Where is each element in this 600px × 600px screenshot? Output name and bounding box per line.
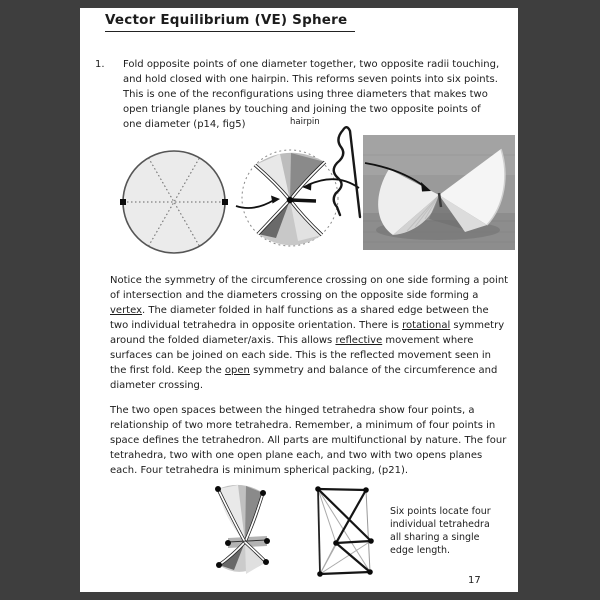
circle-diameters-diagram xyxy=(118,148,230,256)
hairpin-hold-line xyxy=(291,200,316,201)
left-endpoint-dot xyxy=(120,199,126,205)
hourglass-tetrahedra-diagram xyxy=(202,484,282,586)
hairpin-label: hairpin xyxy=(290,117,320,127)
item-text: Fold opposite points of one diameter together, two opposite radii touching, and hold closed with one hairpin. This reforms seven points into six points. This is one of the reconfigurations using three diameters that makes two open triangle planes by touching and joining the two opposite points of one diameter (p14, fig5) xyxy=(123,59,500,130)
item-number: 1. xyxy=(95,59,105,70)
page-title: Vector Equilibrium (VE) Sphere xyxy=(105,12,355,32)
page-number: 17 xyxy=(468,575,481,586)
photo-folded-sphere xyxy=(363,135,515,250)
paragraph-symmetry: Notice the symmetry of the circumference crossing on one side forming a point of intersection and the diameters crossing on the opposite side forming a vertex. The diameter folded in half functions as a shared edge between the two individual tetrahedra in opposite orientation. There is rotational symmetry around the folded diameter/axis. This allows reflective movement where surfaces can be joined on each side. This is the reflected movement seen in the first fold. Keep the open symmetry and balance of the circumference and diameter crossing. xyxy=(110,275,509,391)
six-point-wireframe-diagram xyxy=(310,486,378,584)
hairpin-icon xyxy=(320,123,368,221)
center-point-dot xyxy=(287,197,293,203)
document-page xyxy=(80,8,518,592)
figure-caption: Six points locate four individual tetrahedra all sharing a single edge length. xyxy=(390,506,491,556)
paragraph-tetrahedra: The two open spaces between the hinged tetrahedra show four points, a relationship of two more tetrahedra. Remember, a minimum of four points in space defines the tetrahedron. All parts are multifunctional by nature. The four tetrahedra, two with one open plane each, and two with two opens planes each. Four tetrahedra is minimum spherical packing, (p21). xyxy=(110,405,507,476)
left-fold-arrowhead xyxy=(271,196,280,204)
left-fold-arrow xyxy=(236,200,274,208)
